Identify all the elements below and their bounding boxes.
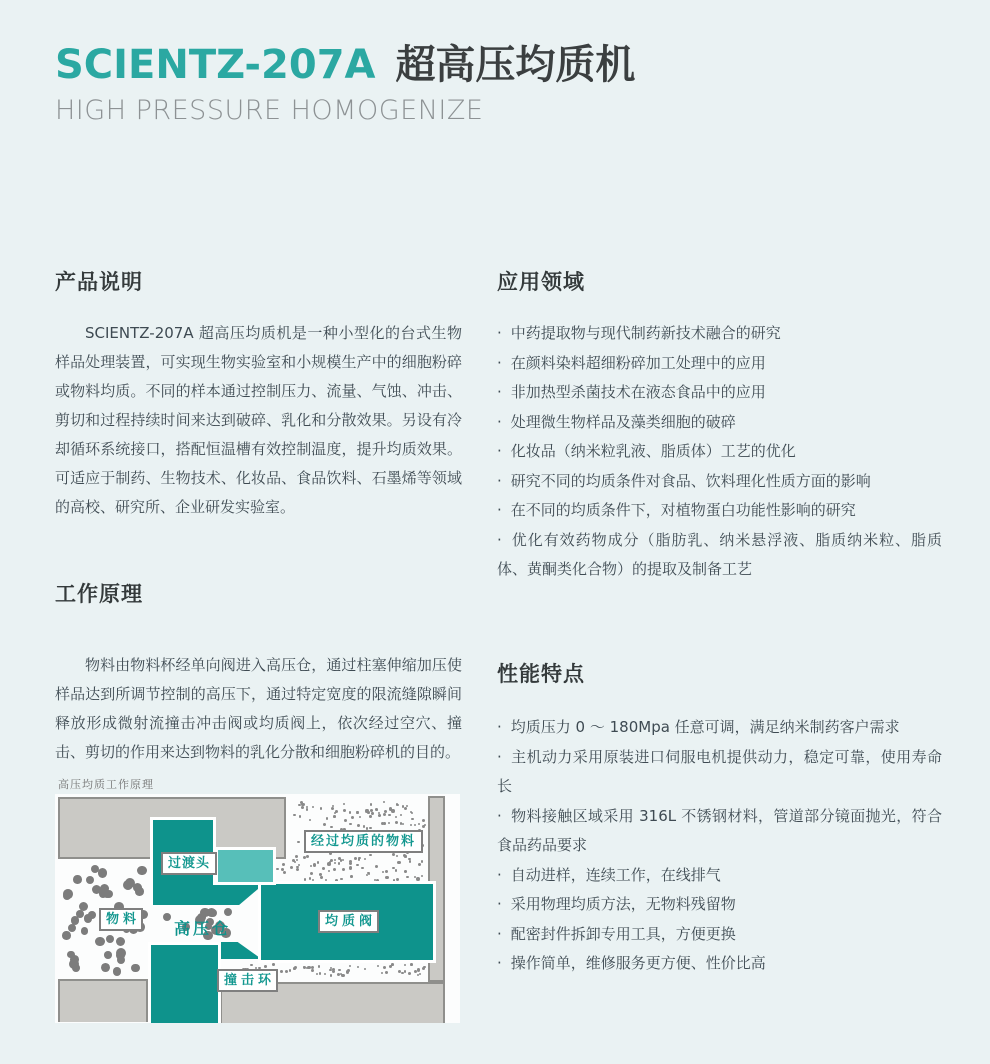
particle-dot (298, 864, 300, 866)
particle-dot (62, 931, 71, 940)
applications-list (497, 319, 942, 585)
particle-dot (392, 853, 395, 856)
particle-dot (324, 973, 326, 975)
transition-head-insert-shape (215, 847, 276, 885)
particle-dot (385, 971, 388, 974)
particle-dot (414, 970, 417, 973)
bullet-glyph: · (497, 747, 502, 766)
particle-dot (351, 816, 354, 819)
particle-dot (296, 859, 298, 861)
particle-dot (402, 823, 404, 825)
particle-dot (397, 804, 399, 806)
particle-dot (264, 965, 267, 968)
particle-dot (381, 972, 383, 974)
particle-dot (357, 966, 359, 968)
particle-dot (397, 861, 400, 864)
particle-dot (283, 871, 286, 874)
particle-dot (322, 867, 325, 870)
homogenizing-valve-label: 均质阀 (318, 910, 379, 933)
particle-dot (361, 867, 364, 870)
bullet-glyph: · (497, 442, 502, 460)
particle-dot (381, 822, 384, 825)
particle-dot (358, 858, 360, 860)
particle-dot (69, 959, 79, 969)
impact-ring-label: 撞击环 (217, 969, 278, 992)
particle-dot (299, 815, 302, 818)
particle-dot (326, 817, 329, 820)
particle-dot (343, 803, 346, 806)
particle-dot (301, 803, 304, 806)
particle-dot (106, 935, 114, 943)
list-item-text: 配密封件拆卸专用工具，方便更换 (510, 924, 736, 943)
particle-dot (344, 819, 347, 822)
particle-dot (333, 815, 336, 818)
particle-dot (400, 814, 402, 816)
list-item (497, 319, 942, 349)
bullet-glyph: · (497, 383, 502, 401)
list-item (497, 743, 942, 802)
upper-nozzle-shape (153, 885, 258, 905)
particle-dot (123, 880, 133, 890)
material-label: 物料 (99, 908, 143, 931)
particle-dot (343, 809, 347, 813)
working-principle-heading: 工作原理 (55, 582, 143, 606)
particle-dot (306, 808, 309, 811)
particle-dot (370, 803, 372, 805)
particle-dot (88, 911, 96, 919)
particle-dot (320, 807, 322, 809)
particle-dot (398, 970, 401, 973)
particle-dot (101, 963, 110, 972)
particle-dot (377, 965, 379, 967)
particle-dot (409, 860, 412, 863)
particle-dot (342, 868, 345, 871)
list-item-text: 主机动力采用原装进口伺服电机提供动力，稳定可靠，使用寿命长 (497, 747, 942, 795)
particle-dot (318, 965, 321, 968)
particle-dot (408, 858, 410, 860)
particle-dot (329, 969, 332, 972)
particle-dot (289, 969, 292, 972)
particle-dot (338, 862, 341, 865)
list-item-text: 优化有效药物成分（脂肪乳、纳米悬浮液、脂质纳米粒、脂质体、黄酮类化合物）的提取及制备工艺 (497, 530, 942, 578)
particle-dot (67, 951, 75, 959)
diagram-caption: 高压均质工作原理 (58, 778, 154, 791)
particle-dot (312, 806, 315, 809)
particle-dot (389, 965, 392, 968)
list-item (497, 890, 942, 920)
particle-dot (354, 857, 357, 860)
list-item (497, 949, 942, 979)
particle-dot (116, 948, 126, 958)
particle-dot (309, 819, 311, 821)
particle-dot (385, 870, 389, 874)
particle-dot (404, 807, 407, 810)
list-item-text: 在颜料染料超细粉碎加工处理中的应用 (510, 353, 766, 372)
particle-dot (347, 969, 350, 972)
features-heading: 性能特点 (497, 662, 585, 686)
particle-dot (418, 823, 421, 826)
particle-dot (317, 861, 320, 864)
particle-dot (334, 859, 336, 861)
particle-dot (414, 824, 416, 826)
particle-dot (332, 805, 334, 807)
particle-dot (384, 810, 387, 813)
product-description-paragraph: SCIENTZ-207A 超高压均质机是一种小型化的台式生物样品处理装置，可实现生物实验室和小规模生产中的细胞粉碎或物料均质。不同的样本通过控制压力、流量、气蚀、冲击、剪切和过程持续时间来达到破碎、乳化和分散效果。另设有冷却循环系统接口，搭配恒温槽有效控制温度，提升均质效果。可适应于制药、生物技术、化妆品、食品饮料、石墨烯等领域的高校、研究所、企业研发实验室。 (55, 324, 462, 516)
particle-dot (319, 972, 322, 975)
particle-dot (404, 964, 407, 967)
particle-dot (419, 973, 421, 975)
particle-dot (306, 855, 309, 858)
particle-dot (280, 970, 283, 973)
particle-dot (292, 859, 295, 862)
particle-dot (383, 801, 386, 804)
bullet-glyph: · (497, 530, 502, 549)
particle-dot (98, 868, 108, 878)
list-item-text: 操作简单，维修服务更方便、性价比高 (510, 954, 766, 972)
particle-dot (104, 951, 112, 959)
particle-dot (395, 869, 397, 871)
list-item (497, 861, 942, 891)
list-item (497, 378, 942, 408)
particle-dot (411, 812, 413, 814)
particle-dot (311, 966, 315, 970)
particle-dot (285, 970, 288, 973)
particle-dot (276, 868, 279, 871)
particle-dot (364, 968, 367, 971)
particle-dot (301, 806, 304, 809)
particle-dot (357, 824, 360, 827)
particle-dot (310, 865, 312, 867)
particle-dot (320, 876, 322, 878)
particle-dot (349, 965, 351, 967)
particle-dot (81, 927, 89, 935)
particle-dot (378, 814, 381, 817)
particle-dot (131, 964, 139, 972)
particle-dot (401, 972, 404, 975)
particle-dot (310, 872, 313, 875)
impact-ring-shape (148, 942, 221, 1023)
particle-dot (416, 877, 420, 881)
list-item-text: 中药提取物与现代制药新技术融合的研究 (510, 324, 781, 342)
particle-dot (331, 807, 334, 810)
particle-dot (297, 841, 299, 843)
particle-dot (369, 854, 372, 857)
particle-dot (349, 860, 352, 863)
particle-dot (383, 813, 386, 816)
particle-dot (296, 868, 299, 871)
particle-dot (293, 814, 296, 817)
homogenized-material-label: 经过均质的物料 (304, 830, 423, 853)
particle-dot (295, 855, 298, 858)
particle-dot (375, 865, 378, 868)
bullet-glyph: · (497, 924, 502, 943)
particle-dot (364, 858, 366, 860)
homogenizer-principle-diagram (55, 794, 460, 1023)
transition-head-label: 过渡头 (161, 852, 217, 875)
particle-dot (349, 811, 351, 813)
bullet-glyph: · (497, 471, 502, 490)
list-item (497, 496, 942, 526)
particle-dot (385, 876, 388, 879)
features-list (497, 713, 942, 979)
particle-dot (63, 889, 73, 899)
particle-dot (396, 855, 398, 857)
list-item-text: 非加热型杀菌技术在液态食品中的应用 (510, 383, 766, 401)
page-header (55, 33, 635, 126)
bullet-glyph: · (497, 895, 502, 913)
particle-dot (378, 812, 380, 814)
particle-dot (368, 873, 370, 875)
particle-dot (402, 805, 404, 807)
particle-dot (408, 972, 411, 975)
bullet-glyph: · (497, 865, 502, 884)
particle-dot (388, 814, 390, 816)
particle-dot (359, 816, 361, 818)
list-item-text: 化妆品（纳米粒乳液、脂质体）工艺的优化 (510, 442, 796, 460)
particle-dot (422, 819, 425, 822)
list-item-text: 物料接触区域采用 316L 不锈钢材料，管道部分镜面抛光，符合食品药品要求 (497, 806, 942, 854)
working-principle-paragraph: 物料由物料杯经单向阀进入高压仓，通过柱塞伸缩加压使样品达到所调节控制的高压下，通过特定宽度的限流缝隙瞬间释放形成微射流撞击冲击阀或均质阀上，依次经过空穴、撞击、剪切的作用来达到物料的乳化分散和细胞粉碎机的目的。 (55, 656, 462, 761)
particle-dot (330, 859, 333, 862)
particle-dot (334, 812, 336, 814)
particle-dot (369, 815, 372, 818)
list-item-text: 均质压力 0 ～ 180Mpa 任意可调，满足纳米制药客户需求 (510, 718, 900, 736)
list-item (497, 408, 942, 438)
page-subtitle: HIGH PRESSURE HOMOGENIZE (55, 95, 484, 126)
particle-dot (99, 889, 107, 897)
list-item-text: 自动进样，连续工作，在线排气 (510, 865, 721, 884)
particle-dot (330, 967, 332, 969)
product-name-zh: 超高压均质机 (395, 42, 636, 88)
page-title (55, 33, 635, 90)
particle-dot (330, 826, 332, 828)
particle-dot (135, 887, 144, 896)
pressure-chamber-label: 高压仓 (174, 919, 232, 938)
particle-dot (334, 862, 336, 864)
particle-dot (340, 859, 342, 861)
particle-dot (395, 816, 397, 818)
particle-dot (375, 808, 378, 811)
particle-dot (68, 924, 76, 932)
applications-heading: 应用领域 (497, 270, 585, 294)
product-description-heading: 产品说明 (55, 270, 143, 294)
list-item (497, 467, 942, 497)
particle-dot (418, 863, 421, 866)
bullet-glyph: · (497, 718, 502, 736)
particle-dot (137, 866, 146, 875)
particle-dot (313, 863, 316, 866)
particle-dot (371, 812, 373, 814)
particle-dot (421, 860, 424, 863)
particle-dot (342, 859, 345, 862)
particle-dot (224, 908, 232, 916)
particle-dot (340, 878, 342, 880)
bullet-glyph: · (497, 353, 502, 372)
list-item-text: 采用物理均质方法，无物料残留物 (510, 895, 736, 913)
particle-dot (290, 866, 293, 869)
list-item-text: 研究不同的均质条件对食品、饮料理化性质方面的影响 (510, 471, 871, 490)
list-item-text: 处理微生物样品及藻类细胞的破碎 (510, 412, 736, 431)
particle-dot (422, 967, 425, 970)
particle-dot (86, 876, 94, 884)
particle-dot (113, 967, 122, 976)
list-item (497, 802, 942, 861)
particle-dot (349, 823, 352, 826)
particle-dot (383, 966, 386, 969)
particle-dot (363, 826, 366, 829)
particle-dot (328, 870, 331, 873)
list-item (497, 713, 942, 743)
particle-dot (71, 916, 79, 924)
particle-dot (282, 863, 285, 866)
list-item (497, 526, 942, 585)
list-item (497, 920, 942, 950)
particle-dot (424, 824, 426, 826)
bullet-glyph: · (497, 501, 502, 519)
particle-dot (411, 818, 413, 820)
particle-dot (421, 875, 423, 877)
particle-dot (309, 877, 312, 880)
product-model: SCIENTZ-207A (55, 42, 376, 88)
particle-dot (404, 970, 407, 973)
particle-dot (404, 870, 407, 873)
particle-dot (163, 913, 171, 921)
particle-dot (406, 876, 408, 878)
particle-dot (410, 963, 413, 966)
particle-dot (404, 855, 407, 858)
particle-dot (395, 821, 398, 824)
particle-dot (323, 823, 326, 826)
particle-dot (272, 963, 275, 966)
particle-dot (410, 824, 412, 826)
bullet-glyph: · (497, 324, 502, 342)
particle-dot (389, 807, 392, 810)
particle-dot (417, 968, 421, 972)
particle-dot (311, 969, 314, 972)
bullet-glyph: · (497, 954, 502, 972)
particle-dot (365, 809, 368, 812)
particle-dot (350, 875, 353, 878)
particle-dot (250, 964, 253, 967)
bullet-glyph: · (497, 412, 502, 431)
bullet-glyph: · (497, 806, 502, 825)
particle-dot (388, 822, 390, 824)
particle-dot (382, 871, 384, 873)
particle-dot (330, 974, 333, 977)
particle-dot (338, 969, 341, 972)
particle-dot (356, 864, 358, 866)
particle-dot (73, 875, 82, 884)
list-item (497, 437, 942, 467)
particle-dot (79, 902, 88, 911)
particle-dot (294, 966, 297, 969)
particle-dot (333, 868, 336, 871)
particle-dot (95, 937, 105, 947)
particle-dot (116, 937, 125, 946)
list-item-text: 在不同的均质条件下，对植物蛋白功能性影响的研究 (510, 501, 856, 519)
list-item (497, 349, 942, 379)
particle-dot (349, 866, 352, 869)
particle-dot (422, 825, 425, 828)
